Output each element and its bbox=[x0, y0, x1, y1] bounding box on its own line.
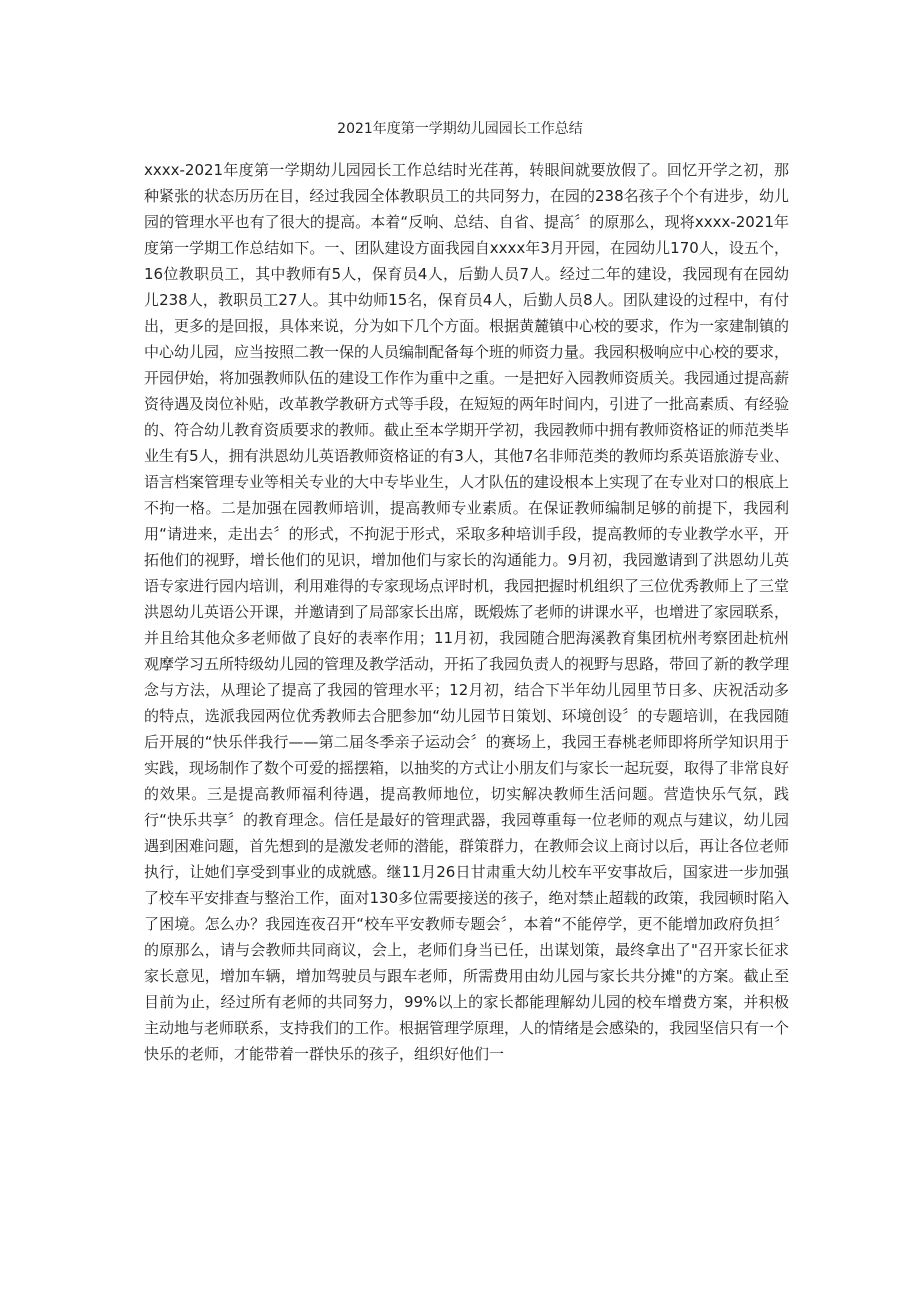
document-title: 2021年度第一学期幼儿园园长工作总结 bbox=[337, 121, 583, 137]
document-body: xxxx-2021年度第一学期幼儿园园长工作总结时光荏苒，转眼间就要放假了。回忆开学之初，那种紧张的状态历历在目，经过我园全体教职员工的共同努力，在园的238名孩子个个有进步，幼儿园的管理水平也有了很大的提高。本着“反响、总结、自省、提高〞的原那么，现将xxxx-2021年度第一学期工作总结如下。一、团队建设方面我园自xxxx年3月开园，在园幼儿170人，设五个，16位教职员工，其中教师有5人，保育员4人，后勤人员7人。经过二年的建设，我园现有在园幼儿238人，教职员工27人。其中幼师15名，保育员4人，后勤人员8人。团队建设的过程中，有付出，更多的是回报，具体来说，分为如下几个方面。根据黄麓镇中心校的要求，作为一家建制镇的中心幼儿园，应当按照二教一保的人员编制配备每个班的师资力量。我园积极响应中心校的要求，开园伊始，将加强教师队伍的建设工作作为重中之重。一是把好入园教师资质关。我园通过提高薪资待遇及岗位补贴，改革教学教研方式等手段，在短短的两年时间内，引进了一批高素质、有经验的、符合幼儿教育资质要求的教师。截止至本学期开学初，我园教师中拥有教师资格证的师范类毕业生有5人，拥有洪恩幼儿英语教师资格证的有3人，其他7名非师范类的教师均系英语旅游专业、语言档案管理专业等相关专业的大中专毕业生，人才队伍的建设根本上实现了在专业对口的根底上不拘一格。二是加强在园教师培训，提高教师专业素质。在保证教师编制足够的前提下，我园利用“请进来，走出去〞的形式，不拘泥于形式，采取多种培训手段，提高教师的专业教学水平，开拓他们的视野，增长他们的见识，增加他们与家长的沟通能力。9月初，我园邀请到了洪恩幼儿英语专家进行园内培训，利用难得的专家现场点评时机，我园把握时机组织了三位优秀教师上了三堂洪恩幼儿英语公开课，并邀请到了局部家长出席，既煅炼了老师的讲课水平，也增进了家园联系，并且给其他众多老师做了良好的表率作用；11月初，我园随合肥海溪教育集团杭州考察团赴杭州观摩学习五所特级幼儿园的管理及教学活动，开拓了我园负责人的视野与思路，带回了新的教学理念与方法，从理论了提高了我园的管理水平；12月初，结合下半年幼儿园里节日多、庆祝活动多的特点，选派我园两位优秀教师去合肥参加“幼儿园节日策划、环境创设〞的专题培训，在我园随后开展的“快乐伴我行——第二届冬季亲子运动会〞的赛场上，我园王春桃老师即将所学知识用于实践，现场制作了数个可爱的摇摆箱，以抽奖的方式让小朋友们与家长一起玩耍，取得了非常良好的效果。三是提高教师福利待遇，提高教师地位，切实解决教师生活问题。营造快乐气氛，践行“快乐共享〞的教育理念。信任是最好的管理武器，我园尊重每一位老师的观点与建议，幼儿园遇到困难问题，首先想到的是激发老师的潜能，群策群力，在教师会议上商讨以后，再让各位老师执行，让她们享受到事业的成就感。继11月26日甘肃重大幼儿校车平安事故后，国家进一步加强了校车平安排查与整治工作，面对130多位需要接送的孩子，绝对禁止超载的政策，我园顿时陷入了困境。怎么办？我园连夜召开“校车平安教师专题会〞，本着“不能停学，更不能增加政府负担〞的原那么，请与会教师共同商议，会上，老师们身当已任，出谋划策，最终拿出了"召开家长征求家长意见，增加车辆，增加驾驶员与跟车老师，所需费用由幼儿园与家长共分摊"的方案。截止至目前为止，经过所有老师的共同努力，99%以上的家长都能理解幼儿园的校车增费方案，并积极主动地与老师联系，支持我们的工作。根据管理学原理，人的情绪是会感染的，我园坚信只有一个快乐的老师，才能带着一群快乐的孩子，组织好他们一 bbox=[144, 161, 790, 1063]
